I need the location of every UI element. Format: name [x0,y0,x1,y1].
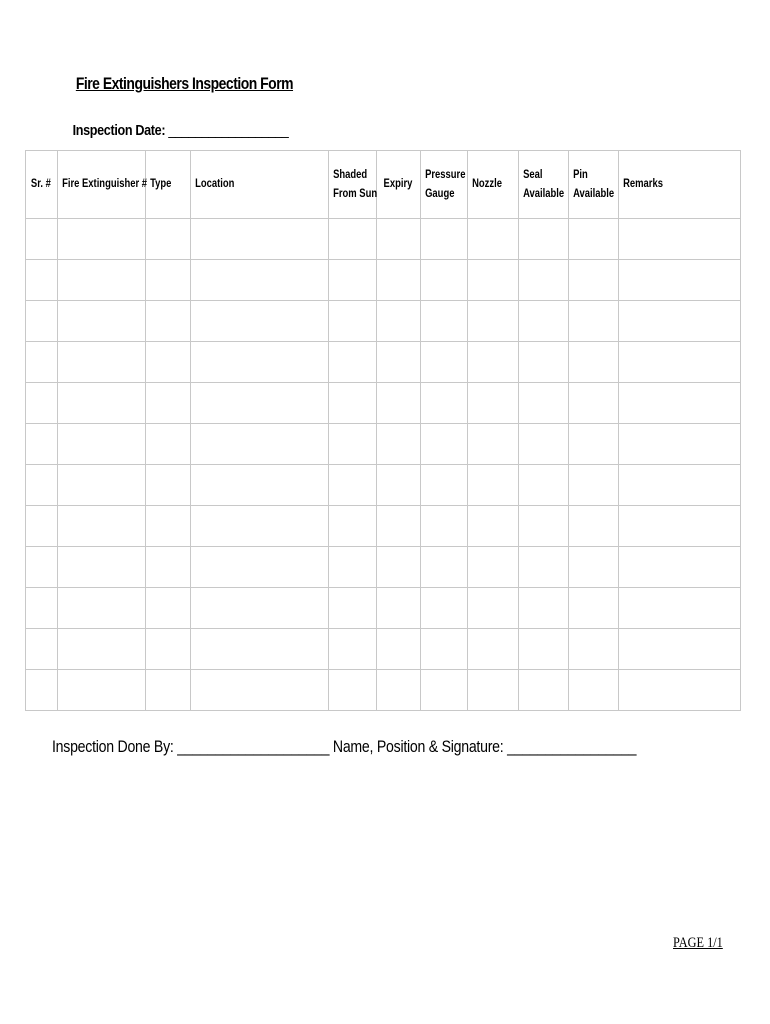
table-cell[interactable] [329,383,377,424]
table-cell[interactable] [468,424,519,465]
table-header-row [26,151,741,219]
table-cell[interactable] [377,383,421,424]
table-cell[interactable] [58,424,146,465]
table-cell[interactable] [619,383,741,424]
table-cell[interactable] [58,383,146,424]
table-cell[interactable] [421,219,468,260]
table-cell[interactable] [58,670,146,711]
table-cell[interactable] [519,260,569,301]
table-cell[interactable] [26,547,58,588]
table-cell[interactable] [421,629,468,670]
table-cell[interactable] [26,301,58,342]
table-row [26,629,741,670]
table-cell[interactable] [26,670,58,711]
table-cell[interactable] [146,301,191,342]
header-type: Type [146,151,191,219]
table-cell[interactable] [468,301,519,342]
table-cell[interactable] [619,342,741,383]
table-row [26,547,741,588]
header-expiry: Expiry [377,151,421,219]
table-cell[interactable] [191,588,329,629]
header-sr-no: Sr. # [26,151,58,219]
header-nozzle: Nozzle [468,151,519,219]
table-cell[interactable] [421,260,468,301]
table-cell[interactable] [146,424,191,465]
table-cell[interactable] [329,301,377,342]
table-cell[interactable] [468,219,519,260]
table-cell[interactable] [468,588,519,629]
table-cell[interactable] [329,260,377,301]
table-cell[interactable] [421,588,468,629]
table-row [26,588,741,629]
header-fire-extinguisher-no: Fire Extinguisher # [58,151,146,219]
inspection-date-label: Inspection Date: [72,122,166,139]
table-cell[interactable] [146,629,191,670]
table-cell[interactable] [519,588,569,629]
inspection-date-field[interactable] [73,122,289,139]
table-cell[interactable] [191,260,329,301]
table-cell[interactable] [619,670,741,711]
inspection-table [25,150,741,711]
table-cell[interactable] [619,260,741,301]
inspection-date-blank[interactable]: __________________ [168,122,289,139]
table-body [26,219,741,711]
table-cell[interactable] [468,260,519,301]
table-cell[interactable] [58,301,146,342]
table-cell[interactable] [619,588,741,629]
table-cell[interactable] [519,424,569,465]
table-cell[interactable] [421,383,468,424]
table-row [26,260,741,301]
table-cell[interactable] [26,260,58,301]
table-cell[interactable] [58,506,146,547]
table-cell[interactable] [569,588,619,629]
table-cell[interactable] [191,465,329,506]
table-cell[interactable] [569,547,619,588]
table-cell[interactable] [619,424,741,465]
table-cell[interactable] [377,547,421,588]
table-cell[interactable] [421,301,468,342]
table-cell[interactable] [146,465,191,506]
table-cell[interactable] [619,219,741,260]
table-cell[interactable] [58,629,146,670]
table-cell[interactable] [26,342,58,383]
table-cell[interactable] [421,506,468,547]
page-number: PAGE 1/1 [673,935,723,951]
table-row [26,342,741,383]
table-cell[interactable] [519,547,569,588]
table-cell[interactable] [377,219,421,260]
done-by-blank[interactable]: ____________________ [177,737,330,756]
table-cell[interactable] [377,629,421,670]
table-cell[interactable] [569,260,619,301]
table-cell[interactable] [26,629,58,670]
table-cell[interactable] [146,670,191,711]
table-cell[interactable] [519,506,569,547]
table-cell[interactable] [146,260,191,301]
table-cell[interactable] [619,547,741,588]
table-cell[interactable] [26,465,58,506]
table-cell[interactable] [377,301,421,342]
table-cell[interactable] [26,588,58,629]
table-cell[interactable] [569,383,619,424]
table-cell[interactable] [329,629,377,670]
table-cell[interactable] [468,547,519,588]
table-row [26,465,741,506]
table-cell[interactable] [26,506,58,547]
table-cell[interactable] [619,506,741,547]
table-cell[interactable] [377,670,421,711]
signature-blank[interactable]: _________________ [507,737,637,756]
table-cell[interactable] [377,465,421,506]
table-cell[interactable] [58,465,146,506]
table-cell[interactable] [519,383,569,424]
table-cell[interactable] [58,588,146,629]
table-cell[interactable] [191,424,329,465]
table-cell[interactable] [191,547,329,588]
table-cell[interactable] [329,506,377,547]
table-cell[interactable] [519,342,569,383]
table-cell[interactable] [468,342,519,383]
table-cell[interactable] [468,670,519,711]
table-row [26,383,741,424]
table-cell[interactable] [421,547,468,588]
table-cell[interactable] [146,506,191,547]
table-cell[interactable] [191,670,329,711]
table-cell[interactable] [619,301,741,342]
table-cell[interactable] [519,629,569,670]
header-shaded-from-sun: Shaded From Sun [329,151,377,219]
table-cell[interactable] [329,465,377,506]
table-cell[interactable] [569,219,619,260]
table-cell[interactable] [619,465,741,506]
table-cell[interactable] [329,670,377,711]
header-location: Location [191,151,329,219]
table-cell[interactable] [146,219,191,260]
table-cell[interactable] [569,506,619,547]
table-cell[interactable] [191,383,329,424]
table-cell[interactable] [191,629,329,670]
table-cell[interactable] [421,670,468,711]
table-cell[interactable] [191,219,329,260]
table-cell[interactable] [569,629,619,670]
table-cell[interactable] [377,342,421,383]
table-cell[interactable] [468,629,519,670]
table-cell[interactable] [468,383,519,424]
header-pin-available: Pin Available [569,151,619,219]
table-cell[interactable] [377,424,421,465]
table-cell[interactable] [468,506,519,547]
done-by-label: Inspection Done By: [52,737,174,756]
table-cell[interactable] [26,383,58,424]
table-cell[interactable] [519,670,569,711]
table-cell[interactable] [377,260,421,301]
table-cell[interactable] [146,342,191,383]
table-cell[interactable] [58,219,146,260]
table-cell[interactable] [58,342,146,383]
table-cell[interactable] [146,383,191,424]
table-row [26,670,741,711]
table-cell[interactable] [329,424,377,465]
table-row [26,424,741,465]
table-cell[interactable] [468,465,519,506]
table-row [26,219,741,260]
table-cell[interactable] [191,342,329,383]
form-title: Fire Extinguishers Inspection Form [75,74,294,93]
table-cell[interactable] [191,301,329,342]
table-cell[interactable] [329,219,377,260]
table-cell[interactable] [146,547,191,588]
table-cell[interactable] [26,219,58,260]
table-cell[interactable] [421,342,468,383]
header-pressure-gauge: Pressure Gauge [421,151,468,219]
table-cell[interactable] [377,506,421,547]
table-cell[interactable] [519,465,569,506]
table-cell[interactable] [619,629,741,670]
signature-label: Name, Position & Signature: [332,737,504,756]
table-cell[interactable] [329,547,377,588]
table-cell[interactable] [58,260,146,301]
table-cell[interactable] [569,465,619,506]
table-cell[interactable] [26,424,58,465]
inspection-footer [52,737,636,757]
table-cell[interactable] [519,219,569,260]
table-cell[interactable] [146,588,191,629]
table-cell[interactable] [421,465,468,506]
table-cell[interactable] [569,424,619,465]
table-cell[interactable] [377,588,421,629]
table-cell[interactable] [421,424,468,465]
table-cell[interactable] [569,342,619,383]
header-remarks: Remarks [619,151,741,219]
table-row [26,301,741,342]
table-cell[interactable] [191,506,329,547]
table-cell[interactable] [519,301,569,342]
table-cell[interactable] [569,670,619,711]
table-row [26,506,741,547]
header-seal-available: Seal Available [519,151,569,219]
table-cell[interactable] [569,301,619,342]
table-cell[interactable] [58,547,146,588]
table-cell[interactable] [329,588,377,629]
table-cell[interactable] [329,342,377,383]
